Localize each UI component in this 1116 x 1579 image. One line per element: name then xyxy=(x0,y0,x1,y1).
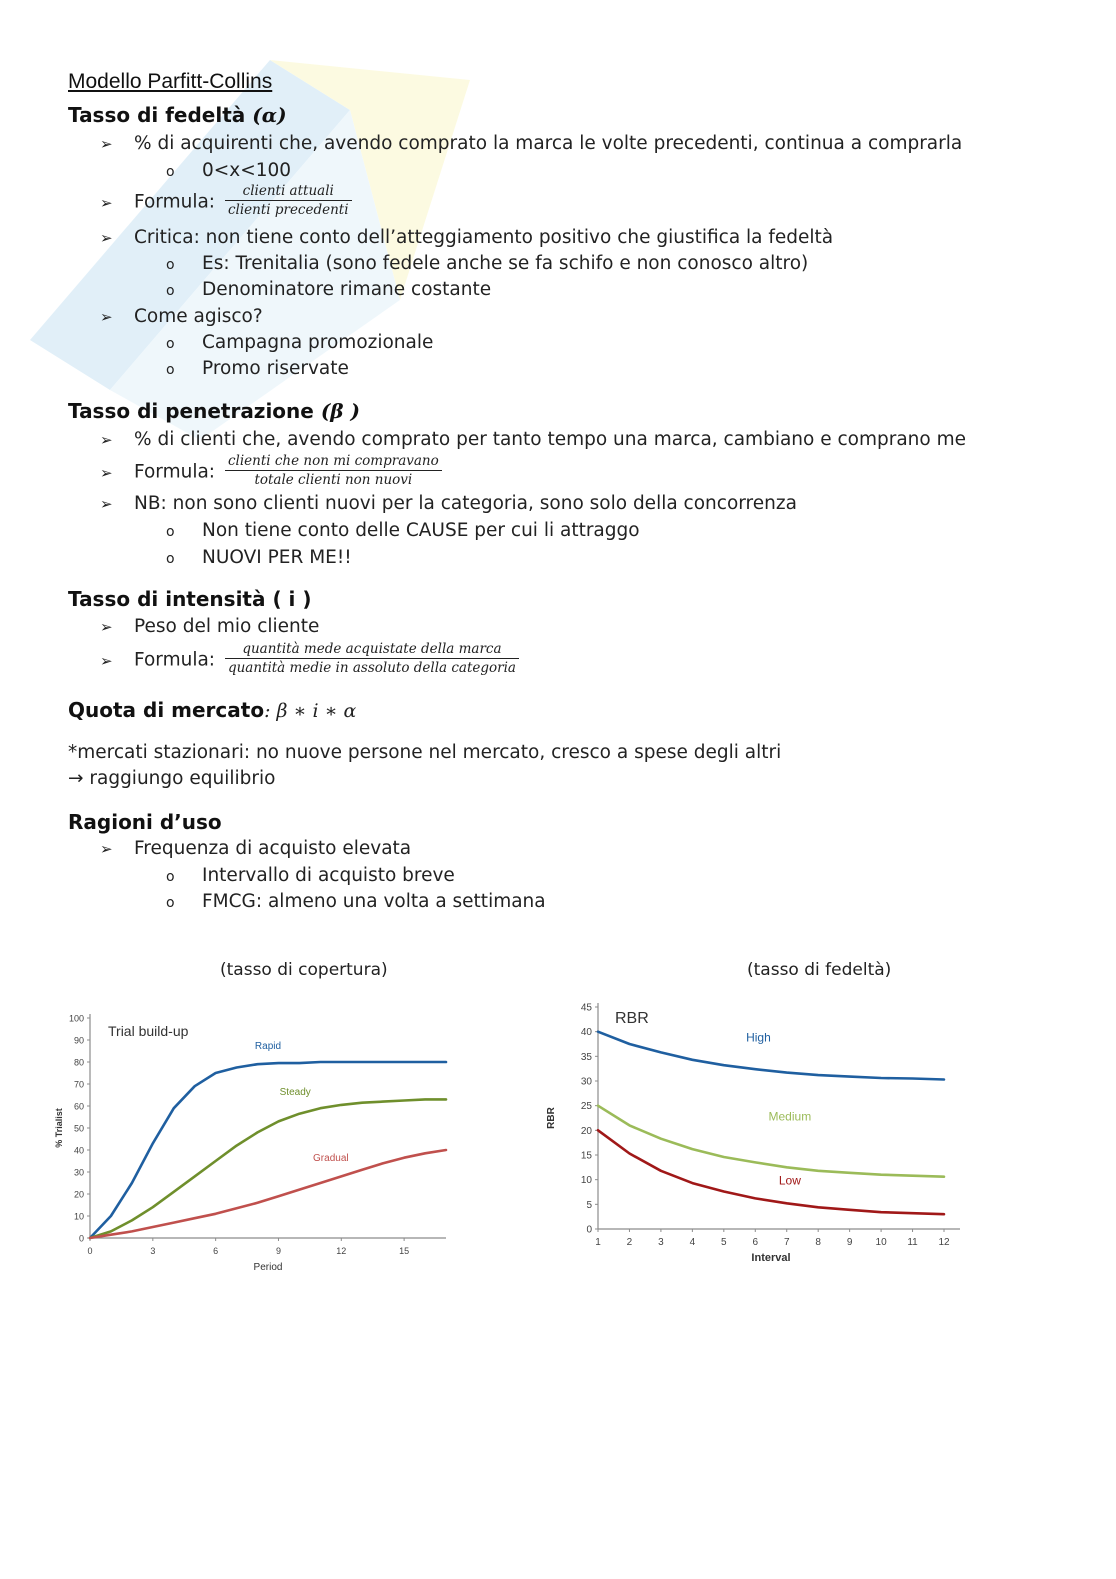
circle-bullet-icon: o xyxy=(166,895,175,911)
arrow-bullet-icon: ➢ xyxy=(100,463,113,482)
y-tick-label: 45 xyxy=(580,1002,592,1014)
note-line: *mercati stazionari: no nuove persone nel mercato, cresco a spese degli altri xyxy=(68,742,782,763)
heading-penetrazione: Tasso di penetrazione (β ) xyxy=(68,399,360,423)
y-axis-label: % Trialist xyxy=(54,1108,64,1148)
x-tick-label: 6 xyxy=(213,1246,219,1256)
x-tick-label: 2 xyxy=(626,1237,633,1248)
list-item: ➢ % di clienti che, avendo comprato per tanto tempo una marca, cambiano e comprano me xyxy=(100,429,967,450)
list-item: ➢ NB: non sono clienti nuovi per la categoria, sono solo della concorrenza xyxy=(100,493,797,514)
x-tick-label: 8 xyxy=(815,1237,821,1248)
series-label-high: High xyxy=(746,1030,771,1045)
y-tick-label: 30 xyxy=(73,1167,84,1178)
list-item: ➢ Critica: non tiene conto dell’atteggiamento positivo che giustifica la fedeltà xyxy=(100,227,834,248)
formula-fraction: $\frac{\text{clienti attuali}}{\text{clienti precedenti}}$ xyxy=(225,183,352,218)
y-tick-label: 30 xyxy=(580,1076,592,1088)
y-tick-label: 40 xyxy=(73,1145,84,1156)
y-tick-label: 0 xyxy=(78,1233,84,1244)
y-tick-label: 90 xyxy=(73,1035,84,1046)
circle-bullet-icon: o xyxy=(166,257,175,273)
list-item: o Promo riservate xyxy=(166,358,349,379)
series-line-low xyxy=(598,1130,944,1214)
x-tick-label: 9 xyxy=(275,1246,281,1256)
list-item: o FMCG: almeno una volta a settimana xyxy=(166,891,546,912)
chart-title: RBR xyxy=(615,1010,649,1027)
document-title: Modello Parfitt-Collins xyxy=(68,70,273,93)
heading-intensita: Tasso di intensità ( i ) xyxy=(68,587,312,611)
rbr-chart xyxy=(540,995,970,1285)
list-item: o Campagna promozionale xyxy=(166,332,434,353)
series-label-gradual: Gradual xyxy=(313,1153,349,1164)
heading-fedelta: Tasso di fedeltà (α) xyxy=(68,103,287,127)
caption-left: (tasso di copertura) xyxy=(220,960,388,980)
list-item: o 0<x<100 xyxy=(166,160,292,181)
list-item: ➢ % di acquirenti che, avendo comprato la marca le volte precedenti, continua a comprarla xyxy=(100,133,963,154)
y-tick-label: 20 xyxy=(580,1125,592,1137)
y-tick-label: 15 xyxy=(580,1150,592,1162)
y-tick-label: 40 xyxy=(580,1027,592,1039)
list-item: ➢ Peso del mio cliente xyxy=(100,616,320,637)
series-label-rapid: Rapid xyxy=(254,1040,282,1052)
y-tick-label: 20 xyxy=(73,1189,84,1200)
x-tick-label: 12 xyxy=(336,1246,347,1256)
x-tick-label: 7 xyxy=(783,1237,790,1248)
x-tick-label: 9 xyxy=(846,1237,853,1248)
arrow-bullet-icon: ➢ xyxy=(100,651,113,670)
x-tick-label: 3 xyxy=(658,1237,664,1248)
trial-buildup-chart xyxy=(50,1000,460,1285)
y-tick-label: 70 xyxy=(73,1079,84,1090)
x-tick-label: 12 xyxy=(938,1237,950,1248)
list-item: ➢ Come agisco? xyxy=(100,306,263,327)
list-item: o NUOVI PER ME!! xyxy=(166,547,352,568)
y-tick-label: 10 xyxy=(580,1175,592,1187)
y-tick-label: 100 xyxy=(68,1013,84,1024)
x-tick-label: 4 xyxy=(689,1237,696,1248)
x-tick-label: 10 xyxy=(875,1237,887,1248)
x-tick-label: 15 xyxy=(399,1246,410,1256)
x-tick-label: 3 xyxy=(150,1246,156,1256)
y-tick-label: 25 xyxy=(580,1101,592,1113)
formula-fraction: $\frac{\text{clienti che non mi compravano}}{\text{totale clienti non nuovi}}$ xyxy=(225,453,442,488)
y-tick-label: 60 xyxy=(73,1101,84,1112)
series-line-steady xyxy=(90,1099,446,1238)
arrow-bullet-icon: ➢ xyxy=(100,193,113,212)
list-item: o Es: Trenitalia (sono fedele anche se fa schifo e non conosco altro) xyxy=(166,253,809,274)
series-label-low: Low xyxy=(778,1173,801,1188)
series-line-high xyxy=(598,1032,944,1080)
series-label-medium: Medium xyxy=(768,1109,812,1124)
x-tick-label: 11 xyxy=(907,1237,918,1248)
heading-ragioni: Ragioni d’uso xyxy=(68,810,222,834)
circle-bullet-icon: o xyxy=(166,362,175,378)
y-tick-label: 10 xyxy=(73,1211,84,1222)
x-tick-label: 0 xyxy=(87,1246,93,1256)
arrow-bullet-icon: ➢ xyxy=(100,840,113,858)
y-tick-label: 50 xyxy=(73,1123,84,1134)
list-item: ➢ Formula: $\frac{\text{clienti che non mi compravano}}{\text{totale clienti non nuovi}}$ xyxy=(100,455,442,490)
heading-quota: Quota di mercato: β ∗ i ∗ α xyxy=(68,698,357,722)
arrow-bullet-icon: ➢ xyxy=(100,431,113,449)
caption-right: (tasso di fedeltà) xyxy=(747,960,892,980)
arrow-bullet-icon: ➢ xyxy=(100,618,113,636)
x-axis-label: Period xyxy=(253,1262,283,1273)
list-item: o Denominatore rimane costante xyxy=(166,279,492,300)
list-item: o Intervallo di acquisto breve xyxy=(166,865,455,886)
arrow-bullet-icon: ➢ xyxy=(100,495,113,513)
formula-fraction: $\frac{\text{quantità mede acquistate della marca}}{\text{quantità medie in assoluto della categoria}}$ xyxy=(225,641,519,676)
chart-title: Trial build-up xyxy=(108,1023,189,1039)
circle-bullet-icon: o xyxy=(166,336,175,352)
circle-bullet-icon: o xyxy=(166,283,175,299)
y-tick-label: 5 xyxy=(586,1199,592,1211)
y-tick-label: 35 xyxy=(580,1051,592,1063)
note-line: → raggiungo equilibrio xyxy=(68,768,276,789)
circle-bullet-icon: o xyxy=(166,164,175,180)
circle-bullet-icon: o xyxy=(166,551,175,567)
arrow-bullet-icon: ➢ xyxy=(100,135,113,153)
circle-bullet-icon: o xyxy=(166,869,175,885)
list-item: ➢ Formula: $\frac{\text{clienti attuali}}{\text{clienti precedenti}}$ xyxy=(100,185,352,220)
list-item: o Non tiene conto delle CAUSE per cui li attraggo xyxy=(166,520,640,541)
x-axis-label: Interval xyxy=(751,1252,791,1264)
x-tick-label: 5 xyxy=(721,1237,727,1248)
x-tick-label: 6 xyxy=(752,1237,759,1248)
y-tick-label: 0 xyxy=(586,1224,592,1236)
series-label-steady: Steady xyxy=(279,1087,311,1098)
circle-bullet-icon: o xyxy=(166,524,175,540)
arrow-bullet-icon: ➢ xyxy=(100,229,113,247)
list-item: ➢ Frequenza di acquisto elevata xyxy=(100,838,412,859)
list-item: ➢ Formula: $\frac{\text{quantità mede acquistate della marca}}{\text{quantità medie in assoluto della categoria}}$ xyxy=(100,643,519,678)
y-axis-label: RBR xyxy=(546,1107,557,1129)
arrow-bullet-icon: ➢ xyxy=(100,308,113,326)
x-tick-label: 1 xyxy=(595,1237,601,1248)
quota-formula: : β ∗ i ∗ α xyxy=(264,700,357,722)
y-tick-label: 80 xyxy=(73,1057,84,1068)
